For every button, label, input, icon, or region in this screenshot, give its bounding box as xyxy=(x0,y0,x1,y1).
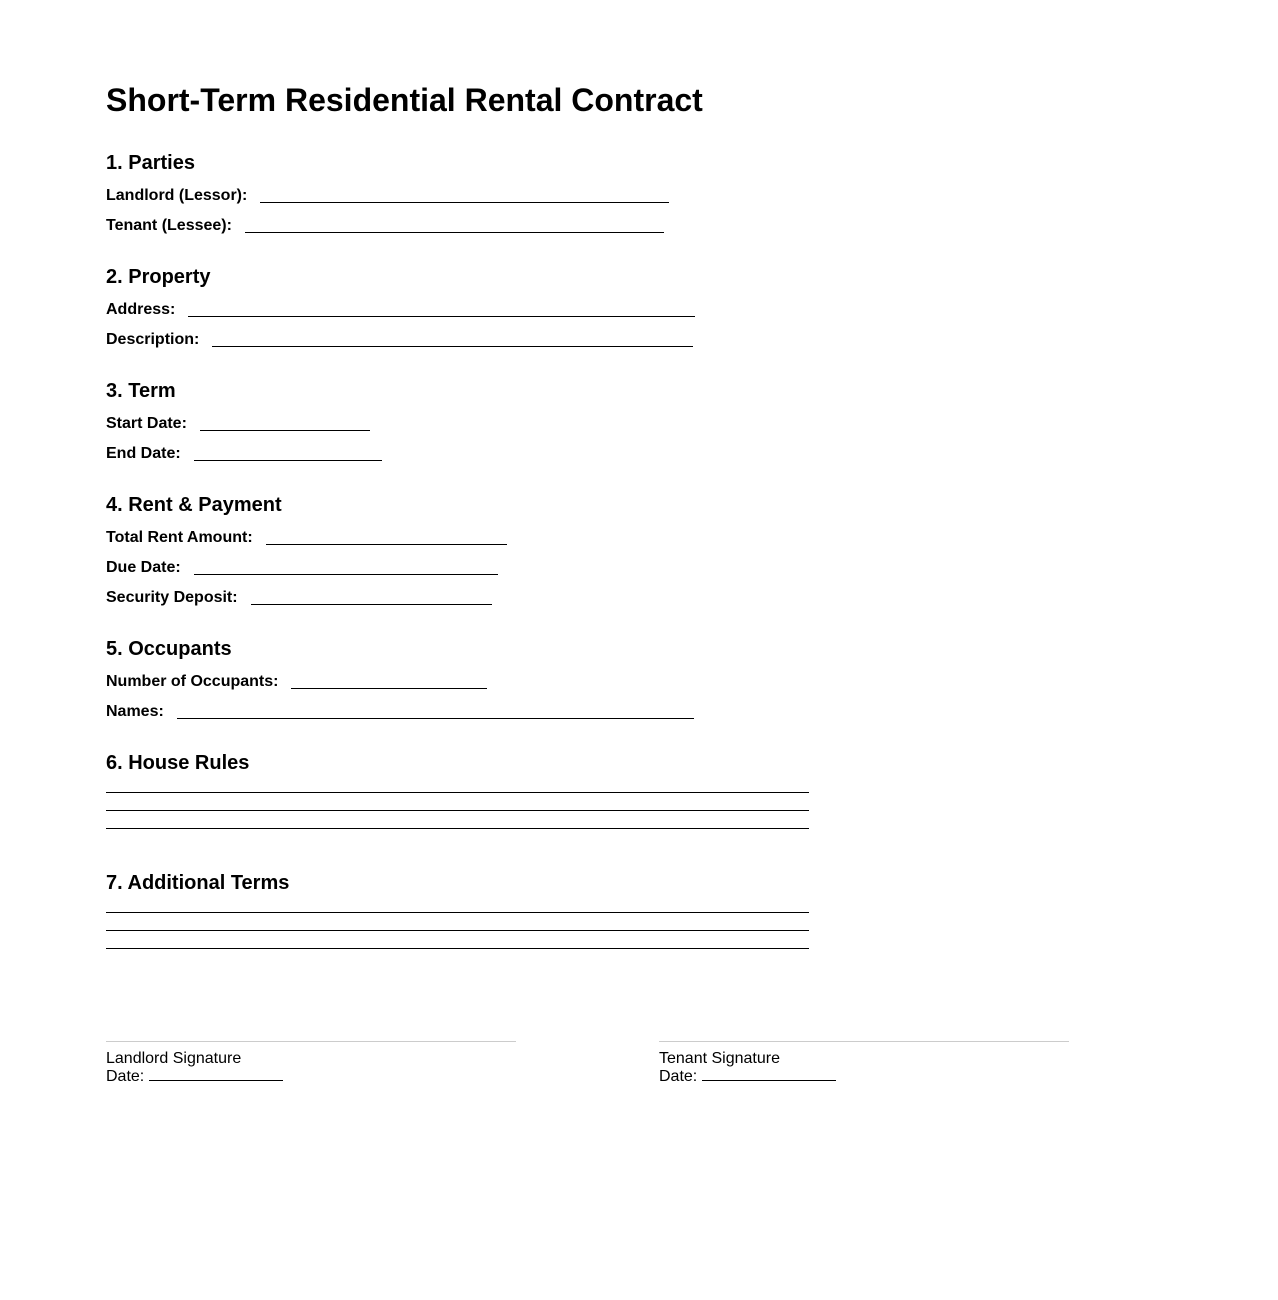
house-rules-line-1[interactable] xyxy=(106,792,809,793)
due-date-input[interactable] xyxy=(194,574,498,575)
tenant-date-line[interactable] xyxy=(702,1080,836,1081)
landlord-signature-line[interactable] xyxy=(106,1041,516,1042)
occupant-count-field-row xyxy=(106,670,487,692)
security-deposit-field-row xyxy=(106,586,492,608)
additional-terms-line-1[interactable] xyxy=(106,912,809,913)
section-heading-additional-terms: 7. Additional Terms xyxy=(106,872,290,894)
occupant-count-input[interactable] xyxy=(291,688,487,689)
landlord-signature-label: Landlord Signature xyxy=(106,1050,242,1067)
description-label: Description: xyxy=(106,331,200,348)
end-date-field-row xyxy=(106,442,382,464)
tenant-signature-label: Tenant Signature xyxy=(659,1050,780,1067)
landlord-signature-block xyxy=(106,1050,283,1086)
start-date-input[interactable] xyxy=(200,430,370,431)
total-rent-label: Total Rent Amount: xyxy=(106,529,253,546)
landlord-input[interactable] xyxy=(260,202,669,203)
section-heading-term: 3. Term xyxy=(106,380,176,402)
description-input[interactable] xyxy=(212,346,693,347)
landlord-field-row xyxy=(106,184,669,206)
start-date-label: Start Date: xyxy=(106,415,187,432)
landlord-label: Landlord (Lessor): xyxy=(106,187,248,204)
total-rent-field-row xyxy=(106,526,507,548)
names-field-row xyxy=(106,700,694,722)
due-date-field-row xyxy=(106,556,498,578)
house-rules-line-3[interactable] xyxy=(106,828,809,829)
house-rules-line-2[interactable] xyxy=(106,810,809,811)
tenant-label: Tenant (Lessee): xyxy=(106,217,232,234)
tenant-signature-line[interactable] xyxy=(659,1041,1069,1042)
landlord-date-label: Date: xyxy=(106,1068,145,1085)
tenant-date-label: Date: xyxy=(659,1068,698,1085)
additional-terms-line-2[interactable] xyxy=(106,930,809,931)
tenant-field-row xyxy=(106,214,664,236)
end-date-input[interactable] xyxy=(194,460,382,461)
section-heading-parties: 1. Parties xyxy=(106,152,195,174)
address-input[interactable] xyxy=(188,316,695,317)
occupant-count-label: Number of Occupants: xyxy=(106,673,279,690)
section-heading-house-rules: 6. House Rules xyxy=(106,752,250,774)
tenant-date-row xyxy=(659,1068,836,1086)
description-field-row xyxy=(106,328,693,350)
address-field-row xyxy=(106,298,695,320)
section-heading-rent: 4. Rent & Payment xyxy=(106,494,282,516)
start-date-field-row xyxy=(106,412,370,434)
tenant-signature-block xyxy=(659,1050,836,1086)
additional-terms-line-3[interactable] xyxy=(106,948,809,949)
section-heading-property: 2. Property xyxy=(106,266,211,288)
section-heading-occupants: 5. Occupants xyxy=(106,638,232,660)
security-deposit-label: Security Deposit: xyxy=(106,589,238,606)
address-label: Address: xyxy=(106,301,176,318)
tenant-input[interactable] xyxy=(245,232,664,233)
names-label: Names: xyxy=(106,703,164,720)
landlord-date-row xyxy=(106,1068,283,1086)
page-title: Short-Term Residential Rental Contract xyxy=(106,82,703,118)
names-input[interactable] xyxy=(177,718,694,719)
security-deposit-input[interactable] xyxy=(251,604,492,605)
landlord-date-line[interactable] xyxy=(149,1080,283,1081)
end-date-label: End Date: xyxy=(106,445,181,462)
due-date-label: Due Date: xyxy=(106,559,181,576)
total-rent-input[interactable] xyxy=(266,544,507,545)
